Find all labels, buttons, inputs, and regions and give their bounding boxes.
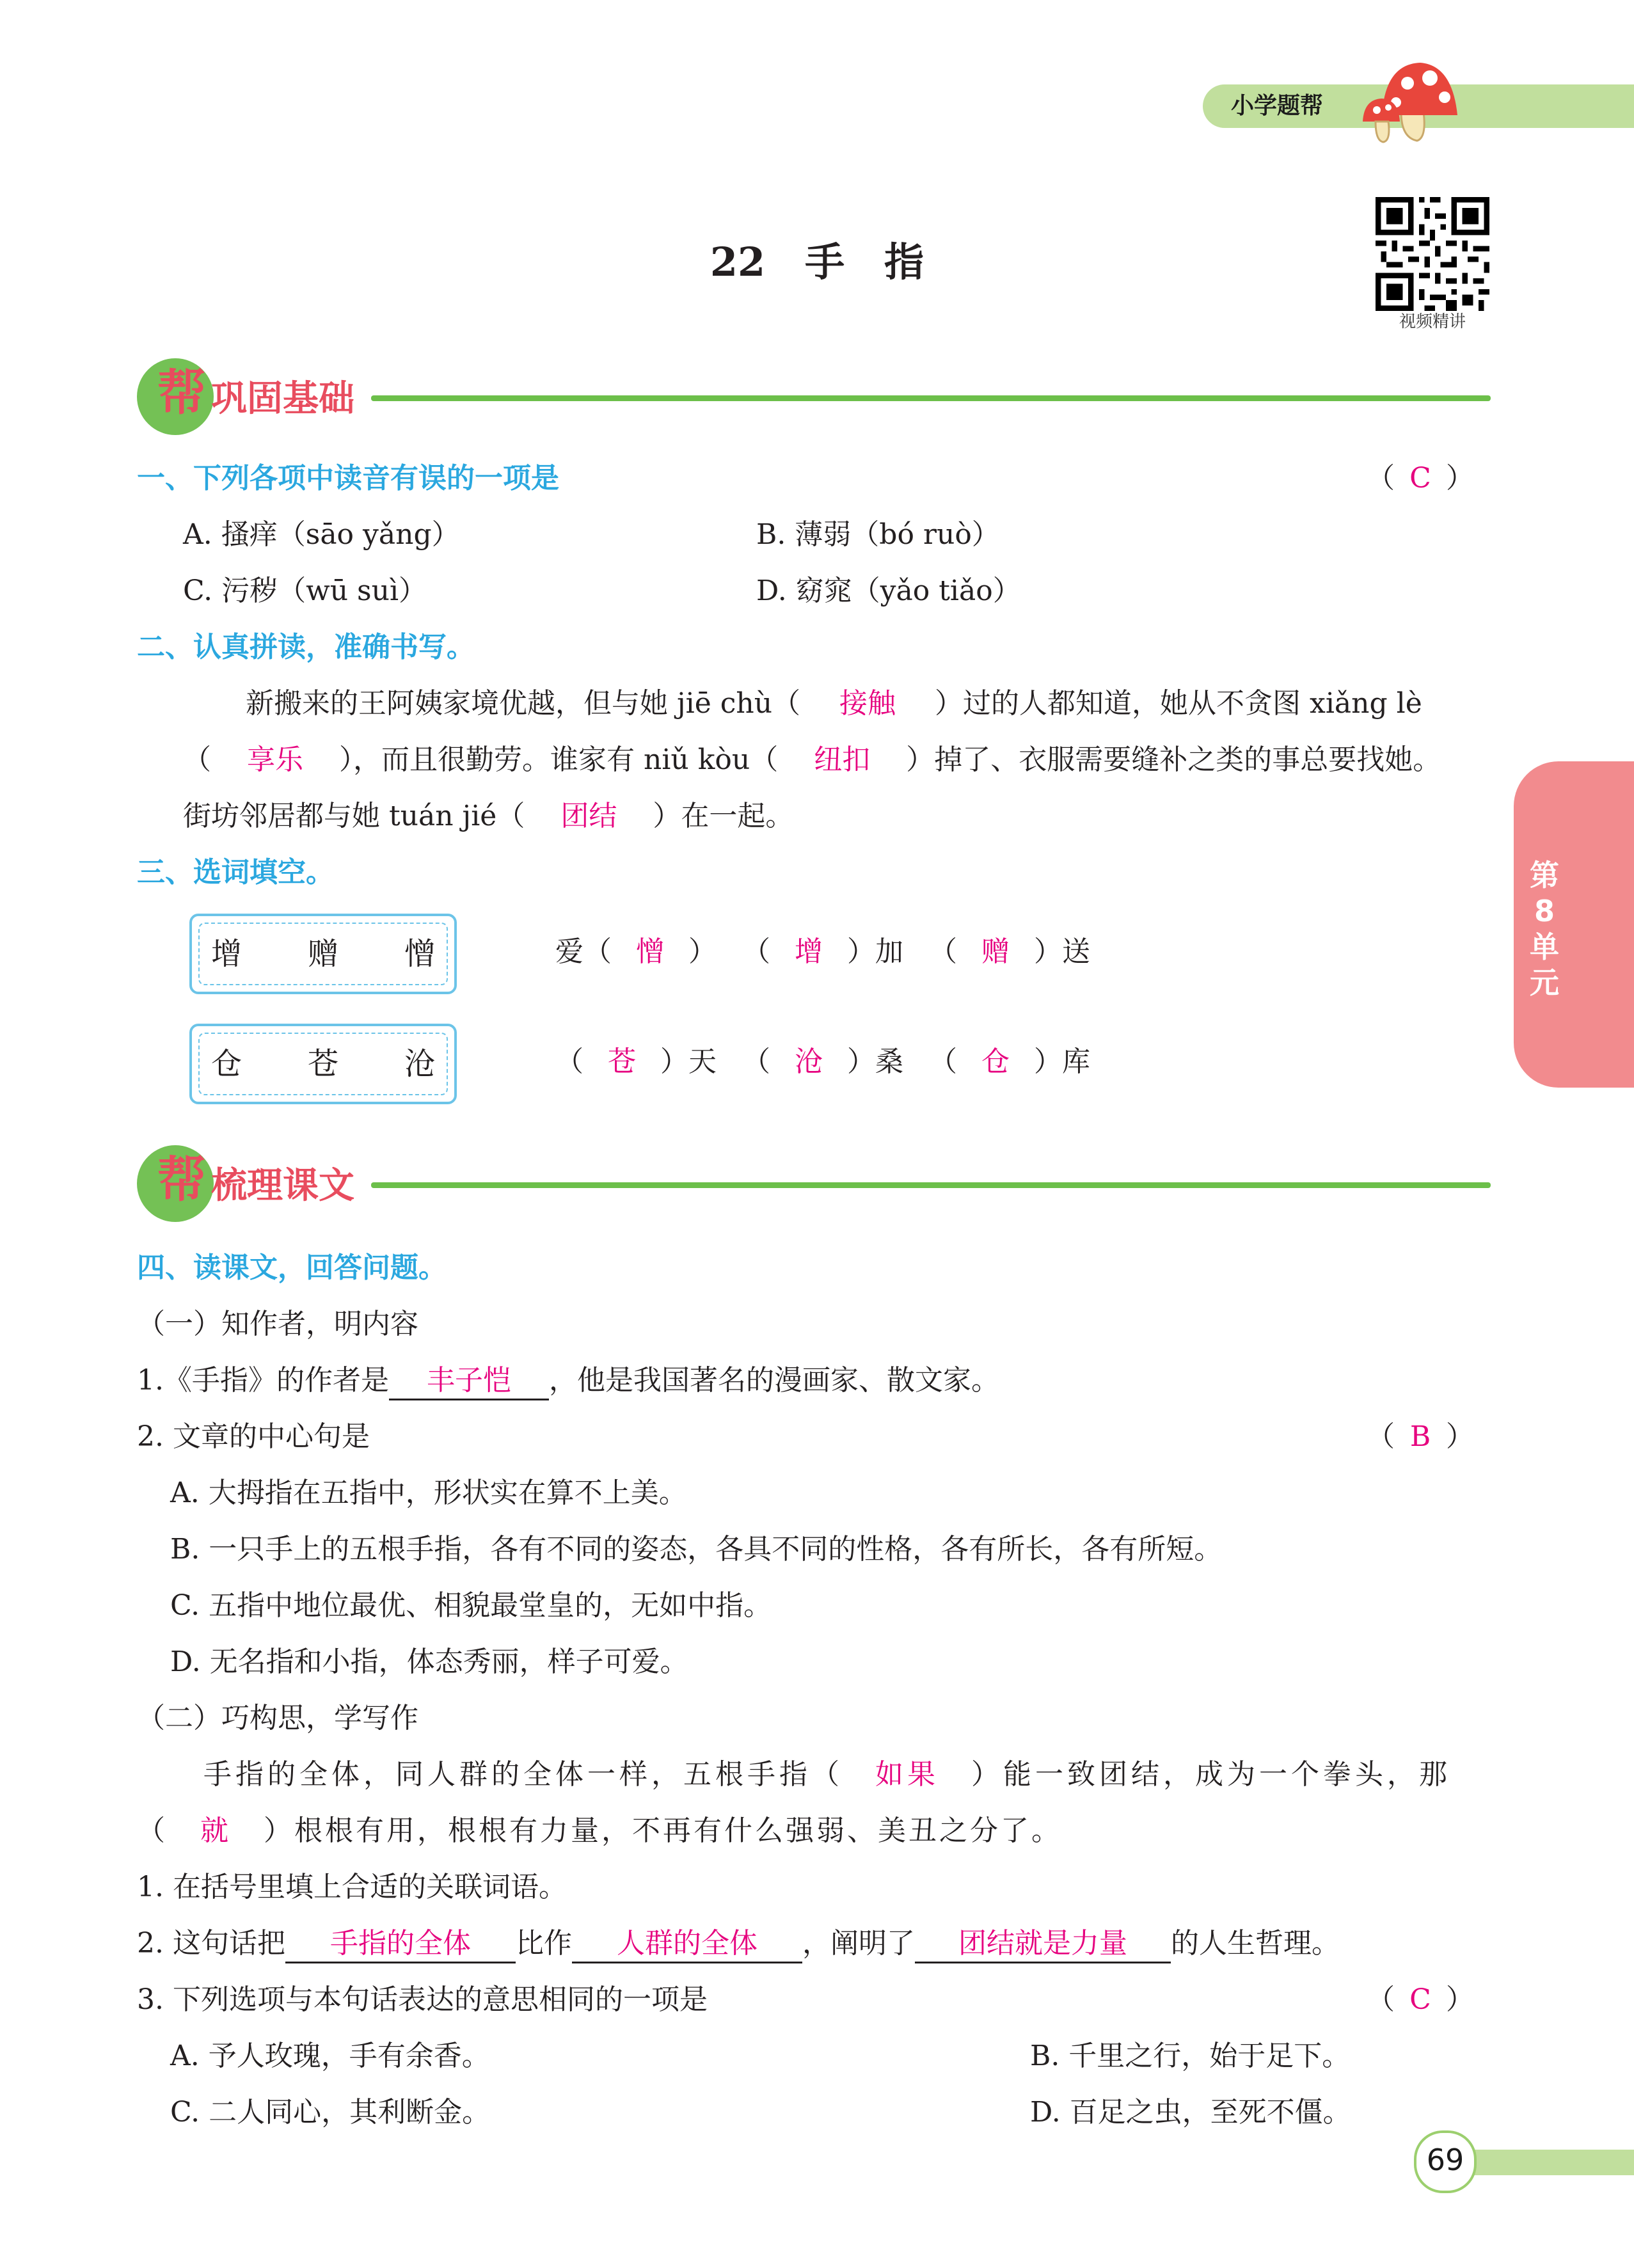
question-4-stem: 四、读课文，回答问题。 [137, 1251, 447, 1284]
q4-p1-q2-option-c: C. 五指中地位最优、相貌最堂皇的，无如中指。 [170, 1589, 772, 1622]
q2-answer-4: 团结 [560, 800, 617, 832]
unit-label: 第8单元 [1530, 858, 1559, 1000]
question-2-stem: 二、认真拼读，准确书写。 [137, 631, 475, 663]
q2-line-1: 新搬来的王阿姨家境优越，但与她 jiē chù（ 接触 ）过的人都知道，她从不贪图 xiǎng lè [246, 686, 1422, 722]
q3-row2-answer-1: 苍 [608, 1045, 636, 1078]
q3-row2-answer-3: 仓 [981, 1045, 1010, 1078]
word-box-2-item: 苍 [307, 1046, 338, 1082]
mushroom-icon [1356, 51, 1465, 147]
q4-passage-answer-2: 就 [200, 1814, 231, 1847]
word-box-2-item: 沧 [404, 1046, 435, 1082]
word-box-1-item: 憎 [404, 936, 435, 972]
q4-p1-q1-answer: 丰子恺 [389, 1363, 549, 1400]
q4-p2-q3-answer: C [1409, 1983, 1431, 2016]
q4-p2-q2-answer-3: 团结就是力量 [915, 1926, 1171, 1963]
q4-p1-q2-option-b: B. 一只手上的五根手指，各有不同的姿态，各具不同的性格，各有所长，各有所短。 [170, 1533, 1223, 1566]
q4-p1-q2-stem: 2. 文章的中心句是 [137, 1420, 370, 1453]
q2-answer-3: 纽扣 [814, 743, 871, 776]
section-divider [371, 1182, 1491, 1188]
q4-p1-q2-option-d: D. 无名指和小指，体态秀丽，样子可爱。 [170, 1645, 688, 1678]
q1-option-d: D. 窈窕（yǎo tiǎo） [756, 575, 1021, 607]
q4-p2-q3-option-d: D. 百足之虫，至死不僵。 [1030, 2096, 1351, 2129]
q4-part-1-heading: （一）知作者，明内容 [137, 1308, 418, 1340]
q4-p2-q2-answer-1: 手指的全体 [285, 1926, 516, 1963]
qr-code-icon[interactable] [1376, 197, 1489, 311]
word-box-1-item: 增 [211, 936, 242, 972]
section-badge-char: 帮 [157, 1151, 206, 1208]
q1-answer: C [1409, 462, 1431, 495]
q4-p2-q3-option-b: B. 千里之行，始于足下。 [1030, 2040, 1351, 2072]
brand-label: 小学题帮 [1231, 93, 1324, 119]
word-box-1 [189, 914, 457, 994]
q1-option-a: A. 搔痒（sāo yǎng） [183, 518, 460, 551]
word-box-1-item: 赠 [307, 936, 338, 972]
page-number: 69 [1426, 2143, 1464, 2177]
q3-row1-answer-1: 憎 [636, 935, 664, 968]
qr-caption: 视频精讲 [1399, 312, 1466, 331]
q2-answer-1: 接触 [839, 687, 896, 720]
q3-row1-answer-3: 赠 [981, 935, 1010, 968]
q3-row-1: 爱（ 憎 ） （ 增 ）加 （ 赠 ）送 [555, 934, 1090, 970]
q2-line-3: 街坊邻居都与她 tuán jié（ 团结 ）在一起。 [183, 798, 793, 834]
q1-option-b: B. 薄弱（bó ruò） [756, 518, 1000, 551]
q3-row1-answer-2: 增 [795, 935, 823, 968]
q3-row-2: （ 苍 ）天 （ 沧 ）桑 （ 仓 ）库 [555, 1044, 1090, 1080]
question-3-stem: 三、选词填空。 [137, 856, 334, 889]
q4-p1-q2-answer-paren: （ B ） [1367, 1419, 1474, 1455]
word-box-2 [189, 1024, 457, 1104]
section-divider [371, 395, 1491, 401]
q4-p2-q2-answer-2: 人群的全体 [572, 1926, 802, 1963]
q2-answer-2: 享乐 [247, 743, 303, 776]
q4-p2-q3-option-c: C. 二人同心，其利断金。 [170, 2096, 491, 2129]
q4-passage-answer-1: 如果 [875, 1758, 939, 1791]
q2-line-2: （ 享乐 ），而且很勤劳。谁家有 niǔ kòu（ 纽扣 ）掉了、衣服需要缝补之类的事总要找她。 [183, 742, 1441, 778]
q1-answer-paren: （ C ） [1367, 461, 1474, 496]
question-1-stem: 一、下列各项中读音有误的一项是 [137, 462, 559, 495]
q3-row2-answer-2: 沧 [795, 1045, 823, 1078]
q4-passage-line-2: （ 就 ）根根有用，根根有力量，不再有什么强弱、美丑之分了。 [137, 1813, 1062, 1849]
q4-p2-q3-answer-paren: （ C ） [1367, 1982, 1474, 2018]
q4-p1-q2-option-a: A. 大拇指在五指中，形状实在算不上美。 [170, 1477, 687, 1509]
q4-p1-q2-answer: B [1409, 1420, 1431, 1453]
q4-part-2-heading: （二）巧构思，学写作 [137, 1702, 418, 1734]
section-title: 梳理课文 [211, 1165, 354, 1207]
section-badge-char: 帮 [157, 364, 206, 421]
q4-p2-q1: 1. 在括号里填上合适的关联词语。 [137, 1871, 567, 1903]
q4-p2-q2: 2. 这句话把 手指的全体 比作 人群的全体 ，阐明了 团结就是力量 的人生哲理。 [137, 1926, 1340, 1963]
section-title: 巩固基础 [211, 378, 354, 420]
page-title: 22 手 指 [710, 239, 924, 285]
q4-p1-q1: 1.《手指》的作者是 丰子恺 ，他是我国著名的漫画家、散文家。 [137, 1363, 999, 1400]
q4-p2-q3-stem: 3. 下列选项与本句话表达的意思相同的一项是 [137, 1983, 708, 2016]
word-box-2-item: 仓 [211, 1046, 242, 1082]
q4-p2-q3-option-a: A. 予人玫瑰，手有余香。 [170, 2040, 490, 2072]
q1-option-c: C. 污秽（wū suì） [183, 575, 427, 607]
q4-passage-line-1: 手指的全体，同人群的全体一样，五根手指（ 如果 ）能一致团结，成为一个拳头，那 [203, 1757, 1451, 1793]
